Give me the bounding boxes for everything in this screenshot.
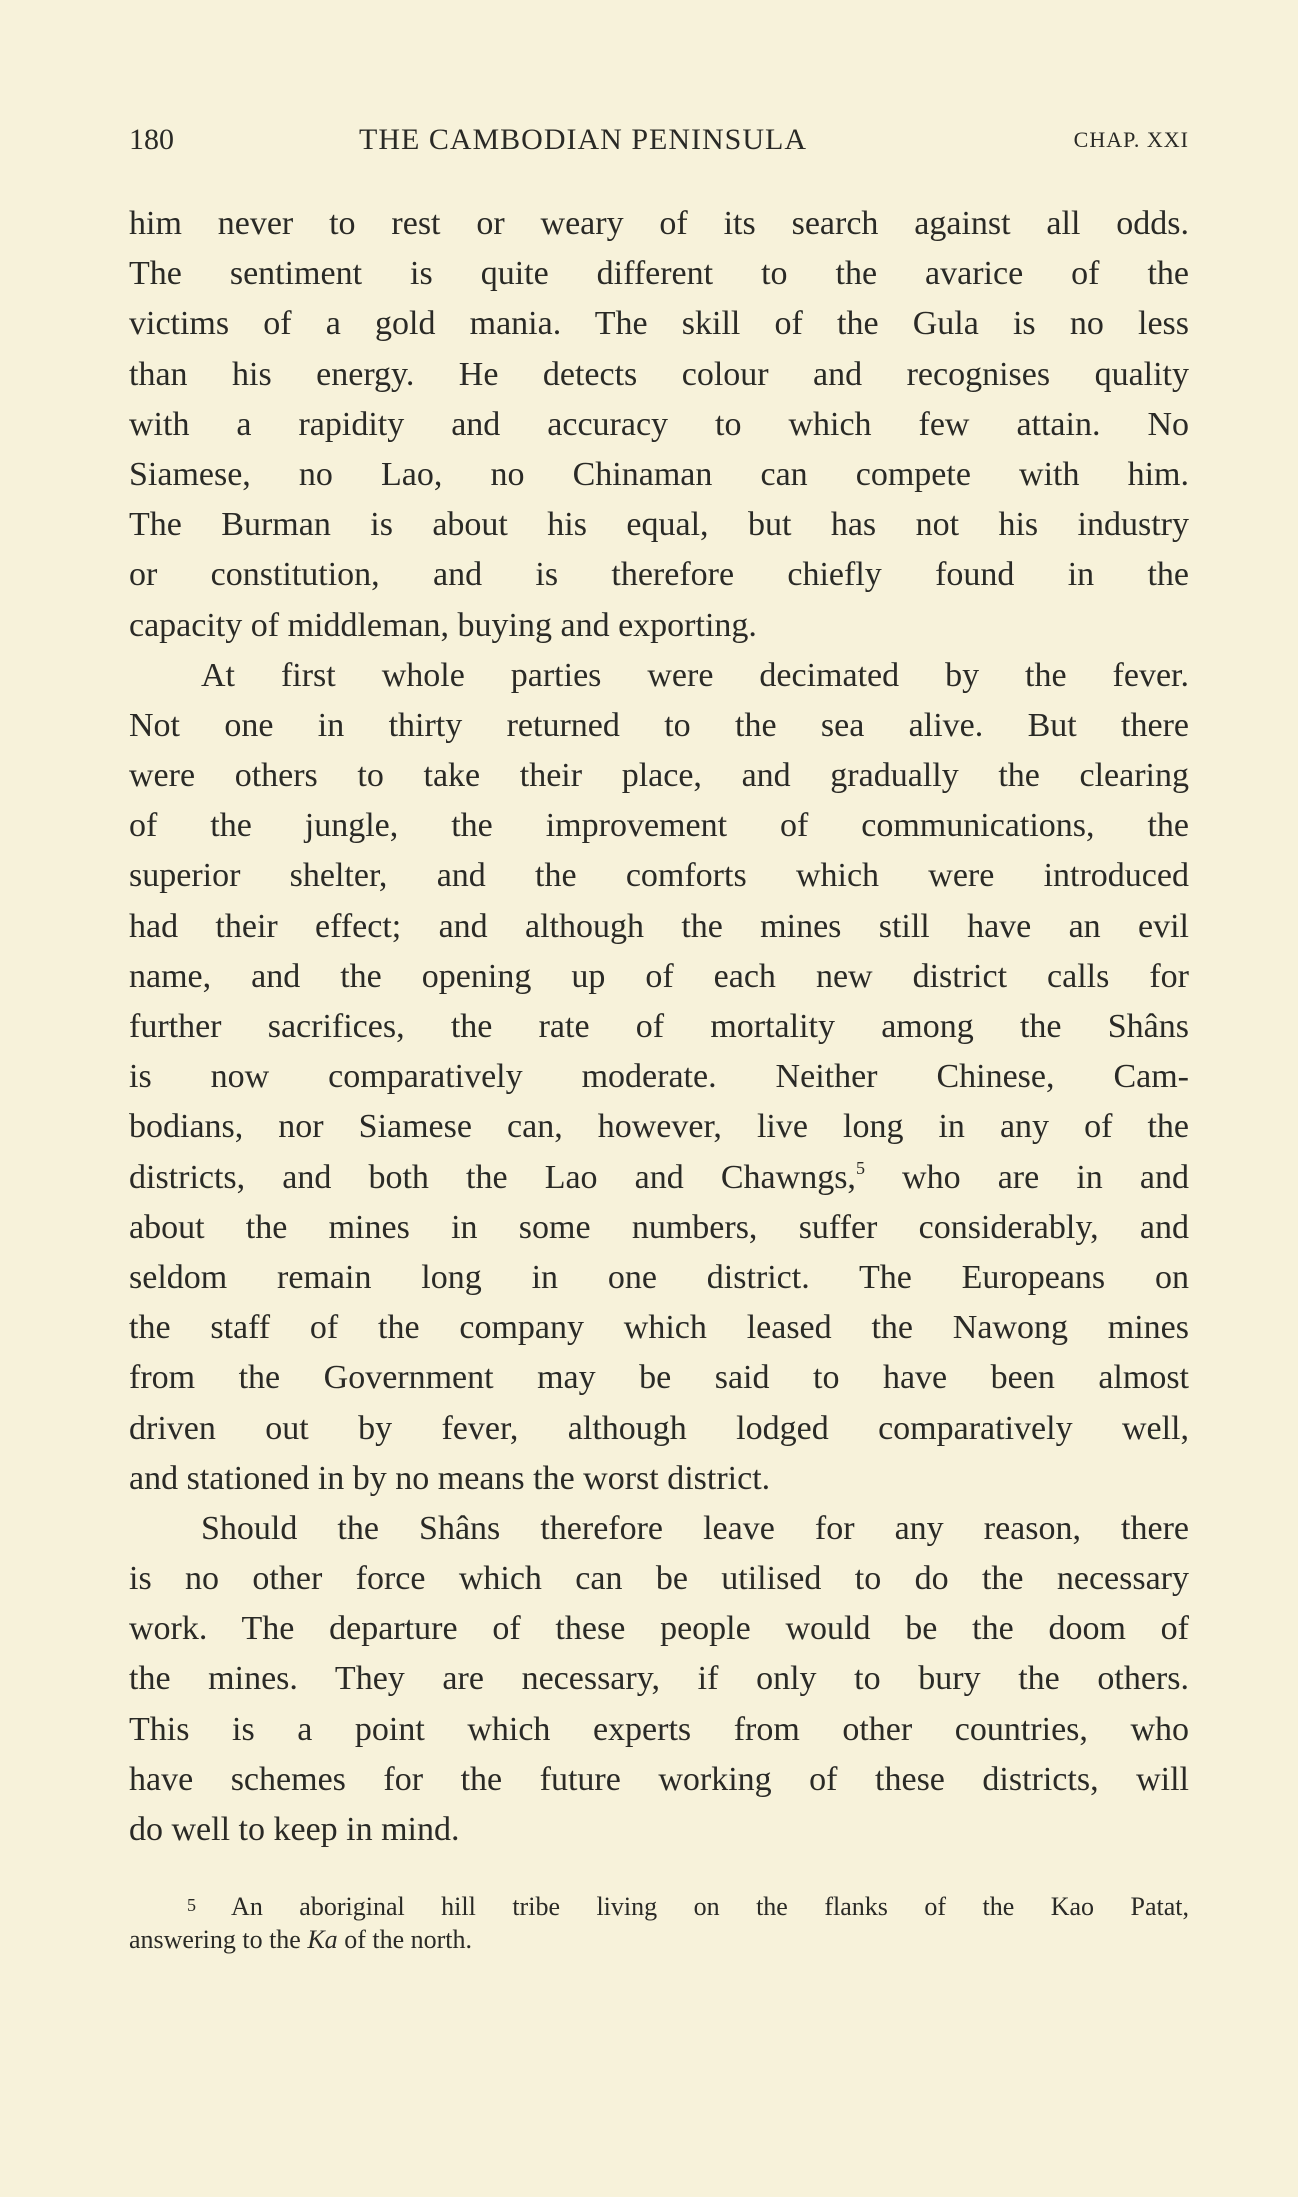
text-line	[129, 1153, 1189, 1203]
footnote-line	[129, 1923, 1189, 1956]
text-line	[129, 199, 1189, 249]
line-text: At first whole parties were decimated by the fever.	[201, 656, 1189, 694]
line-text: of the jungle, the improvement of communications, the	[129, 807, 1189, 845]
text-line	[129, 601, 1189, 651]
line-text: victims of a gold mania. The skill of the Gula is no less	[129, 305, 1189, 343]
line-text: name, and the opening up of each new district calls for	[129, 957, 1189, 995]
line-text: Siamese, no Lao, no Chinaman can compete with him.	[129, 455, 1189, 493]
text-line	[129, 400, 1189, 450]
text-line	[129, 350, 1189, 400]
text-line	[129, 550, 1189, 600]
text-line	[129, 1002, 1189, 1052]
chapter-label: CHAP. XXI	[1073, 127, 1189, 152]
footnote-italic: Ka	[307, 1925, 338, 1954]
text-line	[129, 1052, 1189, 1102]
text-line	[129, 801, 1189, 851]
text-line	[129, 701, 1189, 751]
line-text: have schemes for the future working of these districts, will	[129, 1760, 1189, 1798]
text-line	[129, 952, 1189, 1002]
line-text: Should the Shâns therefore leave for any reason, there	[201, 1509, 1189, 1547]
line-text: is no other force which can be utilised to do the necessary	[129, 1560, 1189, 1598]
text-line	[129, 299, 1189, 349]
line-text: superior shelter, and the comforts which were introduced	[129, 857, 1189, 895]
text-line	[129, 1454, 1189, 1504]
text-line	[129, 1554, 1189, 1604]
line-text: from the Government may be said to have been almost	[129, 1359, 1189, 1397]
line-text: seldom remain long in one district. The Europeans on	[129, 1258, 1189, 1296]
text-line	[129, 851, 1189, 901]
line-text: further sacrifices, the rate of mortality among the Shâns	[129, 1008, 1189, 1045]
text-line	[129, 1504, 1189, 1554]
footnote-text: answering to the	[129, 1925, 308, 1954]
text-line	[129, 1604, 1189, 1654]
line-text: do well to keep in mind.	[129, 1811, 460, 1848]
line-text: bodians, nor Siamese can, however, live long in any of the	[129, 1108, 1189, 1146]
text-line	[129, 1303, 1189, 1353]
line-text: him never to rest or weary of its search against all odds.	[129, 205, 1189, 242]
footnote-text: of the north.	[337, 1925, 472, 1954]
line-text: This is a point which experts from other countries, who	[129, 1710, 1189, 1748]
line-text: The sentiment is quite different to the avarice of the	[129, 255, 1189, 293]
footnote	[129, 1890, 1189, 1956]
line-text: and stationed in by no means the worst district.	[129, 1459, 771, 1497]
text-line	[129, 1755, 1189, 1805]
line-text: were others to take their place, and gradually the clearing	[129, 757, 1189, 795]
footnote-reference: 5	[855, 1157, 865, 1178]
line-text: Not one in thirty returned to the sea alive. But there	[129, 706, 1189, 744]
footnote-text: An aboriginal hill tribe living on the flanks of the Kao Patat,	[231, 1892, 1189, 1921]
text-line	[129, 1353, 1189, 1403]
text-line	[129, 1805, 1189, 1855]
line-text: about the mines in some numbers, suffer considerably, and	[129, 1208, 1189, 1246]
running-header	[129, 118, 1189, 162]
text-line	[129, 1654, 1189, 1704]
line-text: or constitution, and is therefore chiefly found in the	[129, 556, 1189, 594]
line-text: work. The departure of these people would be the doom of	[129, 1610, 1189, 1648]
line-text: districts, and both the Lao and Chawngs,	[129, 1158, 856, 1196]
page-number: 180	[129, 123, 174, 156]
text-line	[129, 450, 1189, 500]
running-title: THE CAMBODIAN PENINSULA	[359, 123, 807, 156]
footnote-line	[129, 1890, 1189, 1923]
text-line	[129, 500, 1189, 550]
line-text: is now comparatively moderate. Neither Chinese, Cam-	[129, 1058, 1189, 1096]
text-line	[129, 1253, 1189, 1303]
line-text: driven out by fever, although lodged comparatively well,	[129, 1409, 1189, 1447]
text-line	[129, 1705, 1189, 1755]
text-line	[129, 1203, 1189, 1253]
text-line	[129, 249, 1189, 299]
line-text: the staff of the company which leased the Nawong mines	[129, 1309, 1189, 1347]
text-line	[129, 1404, 1189, 1454]
body-text	[129, 199, 1189, 1855]
line-text: with a rapidity and accuracy to which few attain. No	[129, 405, 1189, 443]
text-line	[129, 751, 1189, 801]
footnote-marker: 5	[187, 1895, 196, 1915]
text-line	[129, 902, 1189, 952]
line-text: than his energy. He detects colour and recognises quality	[129, 355, 1189, 393]
line-text: The Burman is about his equal, but has not his industry	[129, 506, 1189, 544]
line-text: the mines. They are necessary, if only to bury the others.	[129, 1660, 1189, 1698]
line-text: had their effect; and although the mines still have an evil	[129, 907, 1189, 945]
text-line	[129, 651, 1189, 701]
line-text: capacity of middleman, buying and exporting.	[129, 606, 757, 644]
line-text: who are in and	[864, 1158, 1189, 1196]
text-line	[129, 1102, 1189, 1152]
